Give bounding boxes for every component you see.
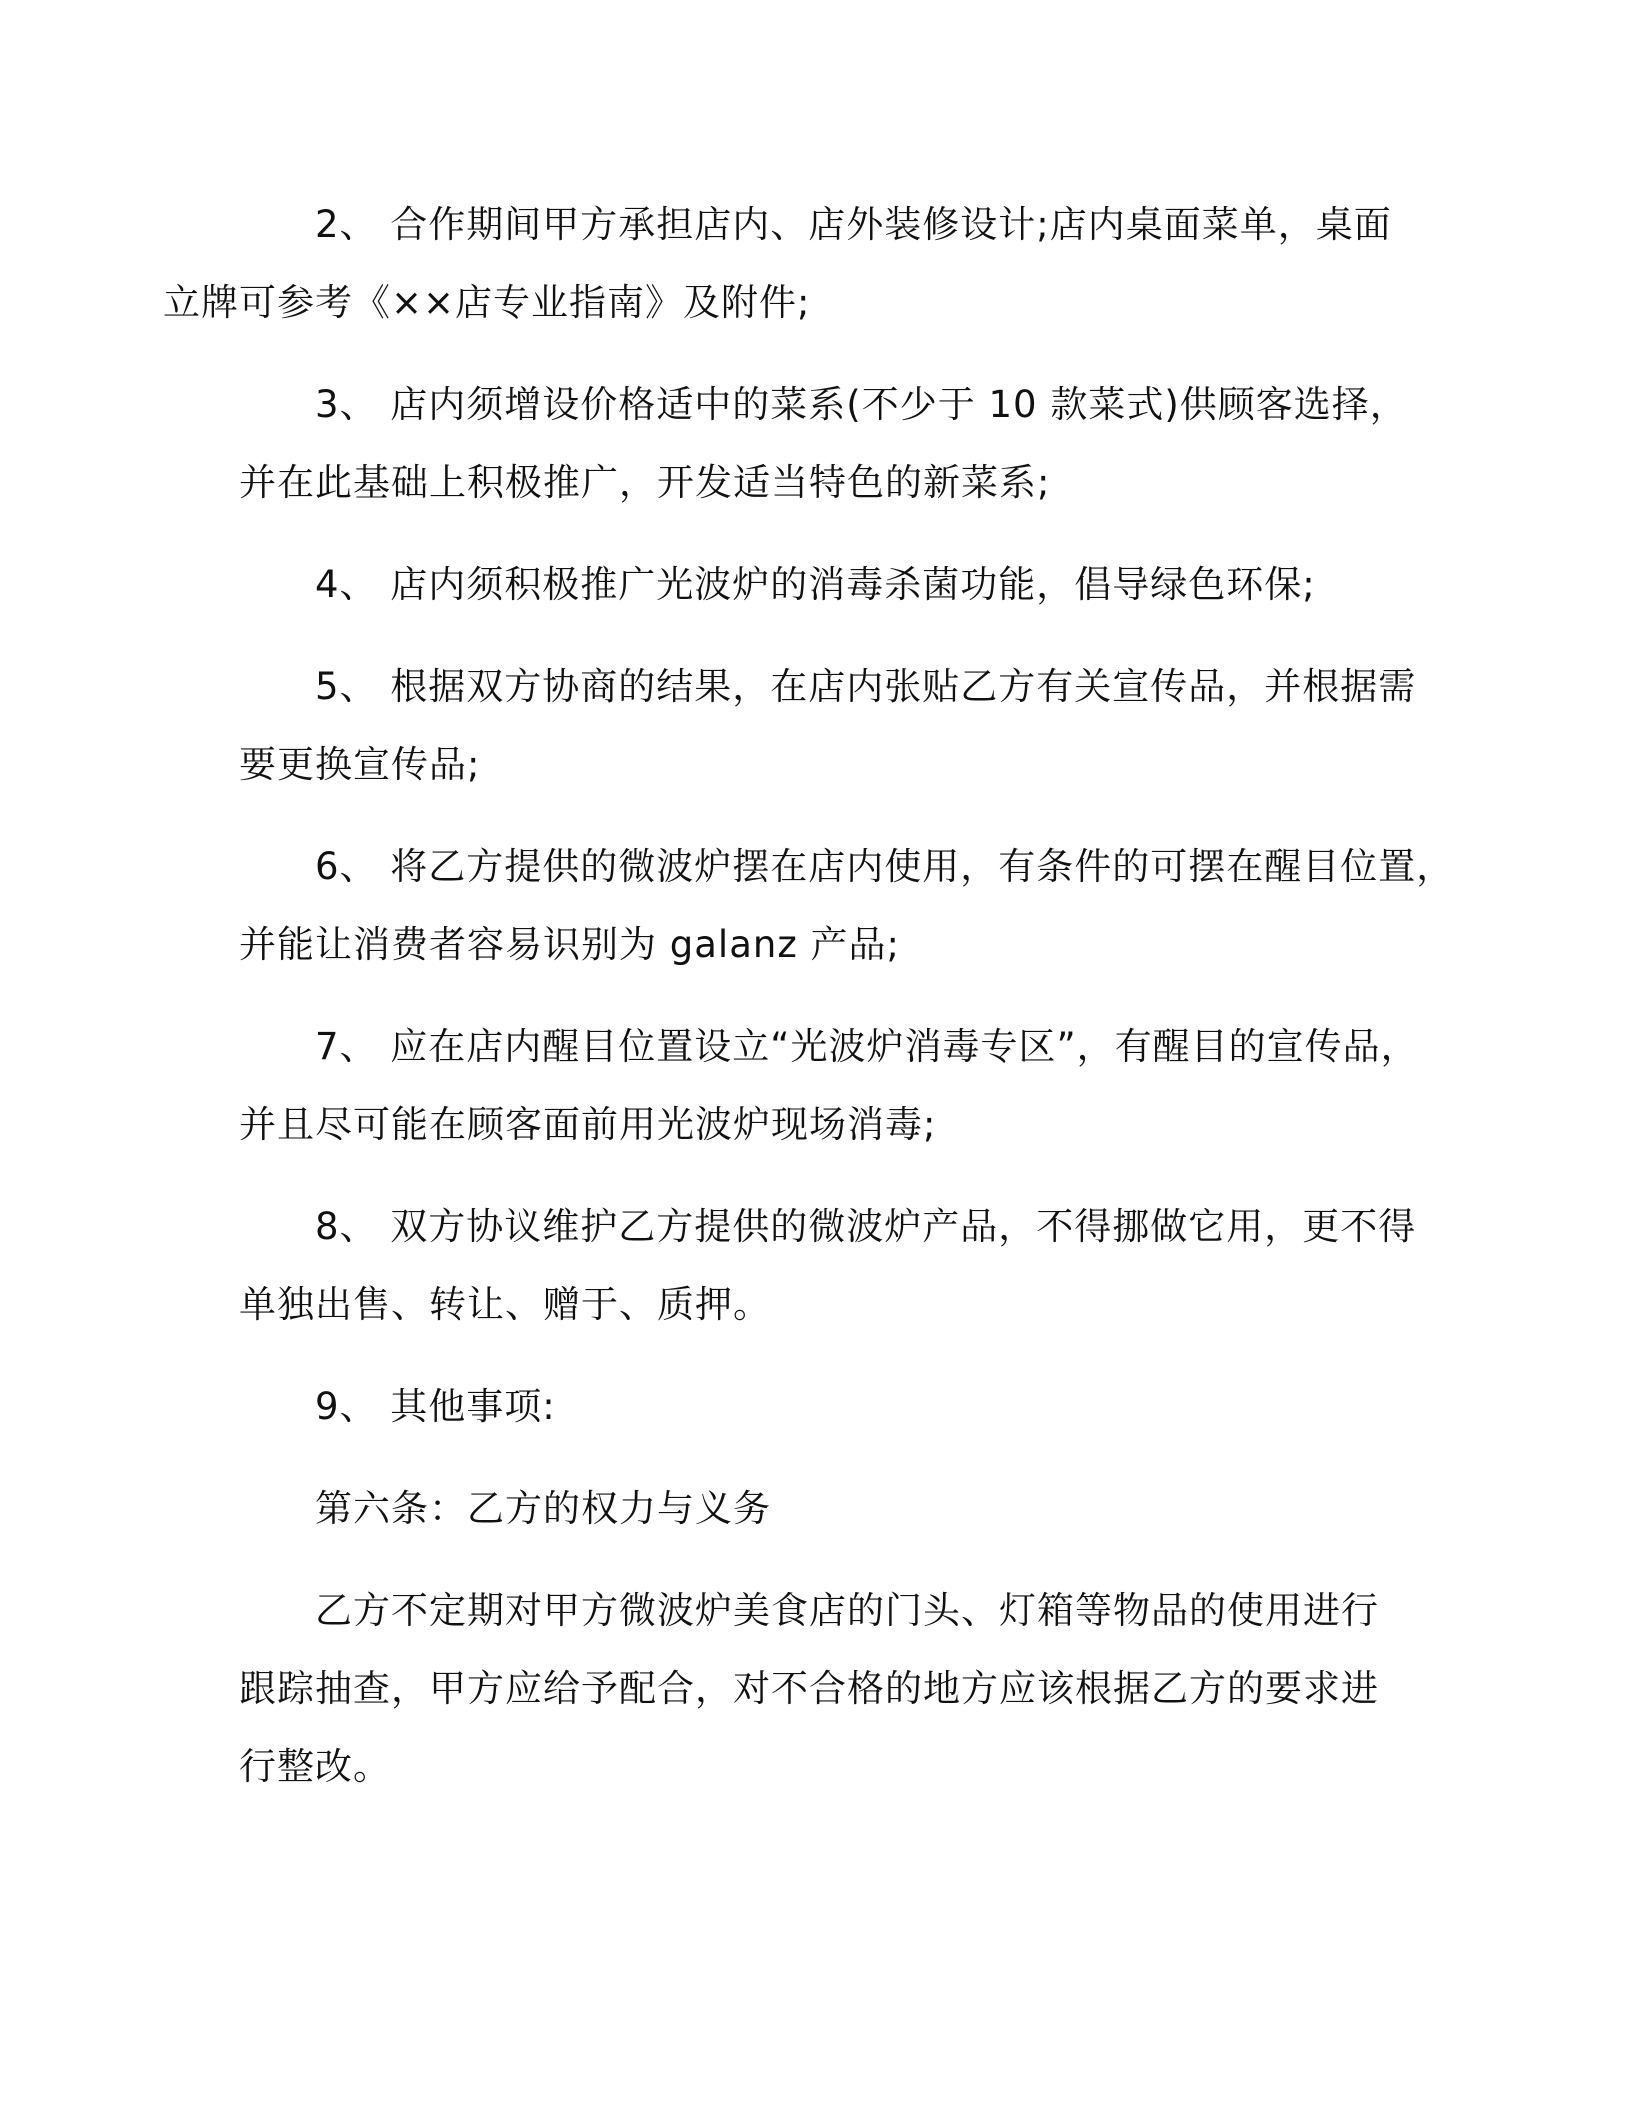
- clause-7-line-2: 并且尽可能在顾客面前用光波炉现场消毒;: [239, 1103, 937, 1146]
- article-6-body-line-1: 乙方不定期对甲方微波炉美食店的门头、灯箱等物品的使用进行: [315, 1589, 1379, 1632]
- article-6-heading-line: 第六条：乙方的权力与义务: [315, 1487, 771, 1530]
- clause-5-line-1: 5、 根据双方协商的结果，在店内张贴乙方有关宣传品，并根据需: [315, 665, 1417, 708]
- article-6-body-line-2: 跟踪抽查，甲方应给予配合，对不合格的地方应该根据乙方的要求进: [239, 1667, 1379, 1710]
- clause-7-line-1: 7、 应在店内醒目位置设立“光波炉消毒专区”，有醒目的宣传品，: [315, 1025, 1419, 1068]
- clause-2-line-2: 立牌可参考《××店专业指南》及附件;: [163, 281, 811, 324]
- clause-3-line-2: 并在此基础上积极推广，开发适当特色的新菜系;: [239, 461, 1051, 504]
- clause-6-line-2: 并能让消费者容易识别为 galanz 产品;: [239, 923, 900, 966]
- clause-3: [239, 366, 1419, 522]
- clause-8: [239, 1188, 1419, 1344]
- clause-4-line-1: 4、 店内须积极推广光波炉的消毒杀菌功能，倡导绿色环保;: [315, 563, 1316, 606]
- clause-3-line-1: 3、 店内须增设价格适中的菜系(不少于 10 款菜式)供顾客选择，: [315, 383, 1408, 426]
- clause-8-line-2: 单独出售、转让、赠于、质押。: [239, 1283, 771, 1326]
- article-6-body: [239, 1572, 1419, 1806]
- clause-4: [239, 546, 1419, 624]
- clause-9-line-1: 9、 其他事项:: [315, 1385, 556, 1428]
- clause-5-line-2: 要更换宣传品;: [239, 743, 481, 786]
- clause-5: [239, 648, 1419, 804]
- article-6-heading: [239, 1470, 1419, 1548]
- clause-8-line-1: 8、 双方协议维护乙方提供的微波炉产品，不得挪做它用，更不得: [315, 1205, 1417, 1248]
- clause-2: [163, 186, 1419, 342]
- clause-9: [239, 1368, 1419, 1446]
- document-body: [163, 186, 1455, 1830]
- clause-7: [239, 1008, 1419, 1164]
- clause-2-line-1: 2、 合作期间甲方承担店内、店外装修设计;店内桌面菜单，桌面: [315, 203, 1392, 246]
- clause-6-line-1: 6、 将乙方提供的微波炉摆在店内使用，有条件的可摆在醒目位置，: [315, 845, 1455, 888]
- article-6-body-line-3: 行整改。: [239, 1745, 391, 1788]
- clause-6: [239, 828, 1455, 984]
